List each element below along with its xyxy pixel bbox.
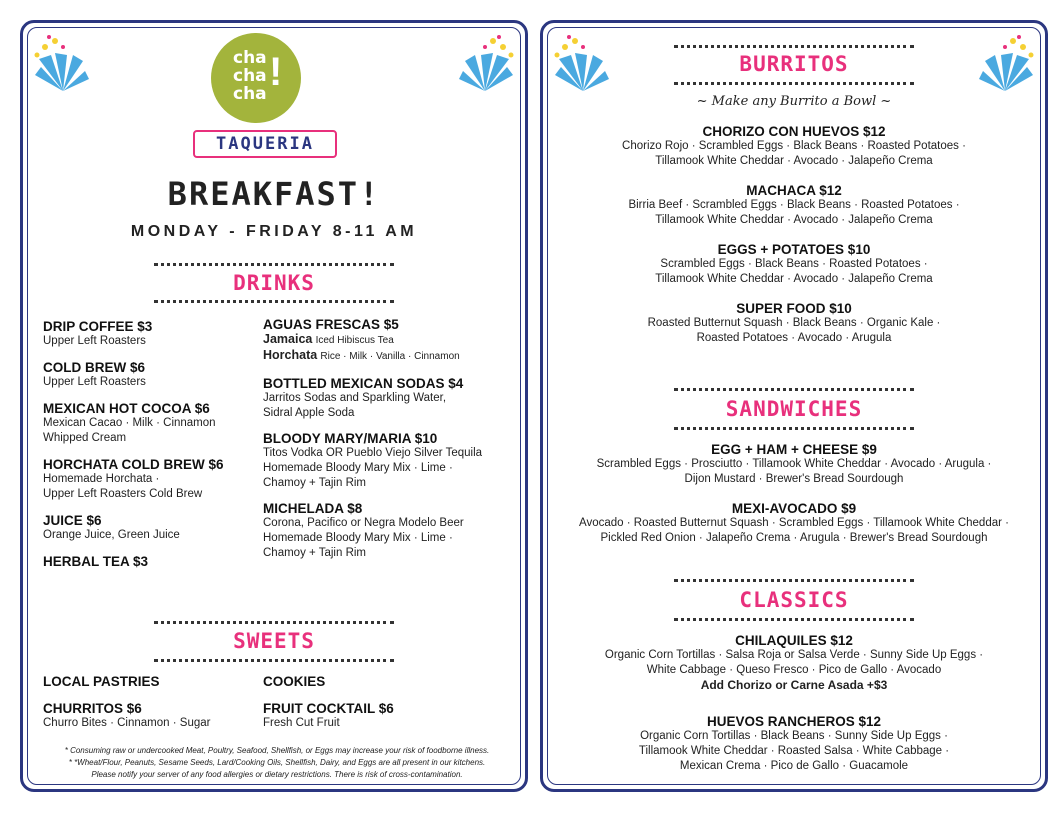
menu-item-desc: Roasted Butternut Squash · Black Beans · Organic Kale · [647,317,941,329]
divider [154,621,394,624]
menu-item [43,554,263,569]
sunburst-corner-icon [451,33,515,97]
sweets-column-1 [43,674,263,731]
menu-item-title: SUPER FOOD $10 [736,301,852,316]
allergy-note: * Consuming raw or undercooked Meat, Poultry, Seafood, Shellfish, or Eggs may increase your risk of foodborne illness. [64,746,490,755]
menu-item [543,183,1045,228]
menu-item-desc: Homemade Horchata · [43,473,160,485]
menu-item [543,301,1045,346]
menu-item [43,513,263,543]
logo-mark: ! [269,50,283,94]
allergy-note: * *Wheat/Flour, Peanuts, Sesame Seeds, Lard/Cooking Oils, Shellfish, Dairy, and Eggs are all present in our kitchens. [68,758,486,767]
divider [674,579,914,582]
menu-item-desc: Chorizo Rojo · Scrambled Eggs · Black Beans · Roasted Potatoes · [622,140,966,152]
menu-item-title: FRUIT COCKTAIL $6 [263,701,394,716]
menu-item-desc: Birria Beef · Scrambled Eggs · Black Beans · Roasted Potatoes · [628,199,960,211]
sandwiches-list [543,442,1045,546]
left-menu-page [20,20,528,792]
sandwiches-heading: SANDWICHES [725,397,863,421]
menu-item [263,701,513,731]
logo [211,33,301,123]
burritos-list [543,124,1045,346]
menu-item-desc: Chamoy + Tajin Rim [263,547,367,559]
menu-item-desc: Tillamook White Cheddar · Avocado · Jalapeño Crema [655,214,933,226]
menu-item-title: JUICE $6 [43,513,102,528]
menu-item-desc: Sidral Apple Soda [263,407,355,419]
menu-item-title: HERBAL TEA $3 [43,554,149,569]
menu-item [263,376,523,421]
menu-item-desc [263,332,523,348]
menu-item [543,714,1045,774]
page-title: BREAKFAST! [167,175,381,213]
menu-item-title: BOTTLED MEXICAN SODAS $4 [263,376,464,391]
menu-item-title: HUEVOS RANCHEROS $12 [706,714,882,729]
sweets-heading: SWEETS [233,629,315,653]
menu-item-title: AGUAS FRESCAS $5 [263,317,399,332]
menu-item-title: CHILAQUILES $12 [735,633,853,648]
menu-item [43,401,263,446]
menu-item-desc: Scrambled Eggs · Prosciutto · Tillamook White Cheddar · Avocado · Arugula · [596,458,992,470]
divider [674,427,914,430]
menu-item-desc: Roasted Potatoes · Avocado · Arugula [696,332,892,344]
menu-item-desc: Tillamook White Cheddar · Avocado · Jalapeño Crema [655,273,933,285]
menu-item [43,701,263,731]
menu-item [43,319,263,349]
classics-heading: CLASSICS [739,588,849,612]
logo-text: cha [233,66,267,86]
menu-item-desc: Orange Juice, Green Juice [43,529,180,541]
menu-item-desc: Chamoy + Tajin Rim [263,477,367,489]
menu-item-title: MEXICAN HOT COCOA $6 [43,401,210,416]
menu-item [43,360,263,390]
sunburst-corner-icon [553,33,617,97]
menu-item [543,442,1045,487]
menu-item-desc: Upper Left Roasters Cold Brew [43,488,203,500]
menu-item [543,633,1045,693]
sunburst-corner-icon [33,33,97,97]
allergy-notes [31,745,523,781]
menu-item [543,124,1045,169]
menu-item-desc: Upper Left Roasters [43,376,146,388]
divider [674,45,914,48]
menu-item [263,431,523,491]
menu-item-desc: Corona, Pacifico or Negra Modelo Beer [263,517,464,529]
menu-item-title: MACHACA $12 [746,183,842,198]
drinks-column-2 [263,317,523,561]
drink-desc: Rice · Milk · Vanilla · Cinnamon [320,351,460,362]
divider [674,618,914,621]
menu-item-desc: Organic Corn Tortillas · Black Beans · Sunny Side Up Eggs · [640,730,948,742]
menu-item-desc: Tillamook White Cheddar · Roasted Salsa · White Cabbage · [638,745,950,757]
menu-item-title: BLOODY MARY/MARIA $10 [263,431,438,446]
menu-item-desc [263,348,523,364]
menu-item [543,242,1045,287]
divider [154,300,394,303]
menu-item [43,674,263,689]
hours: MONDAY - FRIDAY 8-11 AM [130,223,418,240]
menu-item-title: CHURRITOS $6 [43,701,142,716]
menu-item [543,501,1045,546]
drink-desc: Iced Hibiscus Tea [315,335,394,346]
menu-item-title: DRIP COFFEE $3 [43,319,153,334]
menu-item-desc: Upper Left Roasters [43,335,146,347]
menu-item-title: CHORIZO CON HUEVOS $12 [702,124,886,139]
menu-item-desc: Mexican Crema · Pico de Gallo · Guacamole [679,760,909,772]
sunburst-corner-icon [971,33,1035,97]
menu-item-addon: Add Chorizo or Carne Asada +$3 [700,678,888,692]
menu-item-desc: White Cabbage · Queso Fresco · Pico de Gallo · Avocado [646,664,942,676]
menu-item-desc: Avocado · Roasted Butternut Squash · Scrambled Eggs · Tillamook White Cheddar · [579,517,1009,529]
menu-item-desc: Fresh Cut Fruit [263,717,340,729]
divider [154,263,394,266]
menu-item-desc: Jarritos Sodas and Sparkling Water, [263,392,447,404]
logo-text: cha [233,48,267,68]
menu-item-desc: Pickled Red Onion · Jalapeño Crema · Arugula · Brewer's Bread Sourdough [600,532,988,544]
menu-item-title: LOCAL PASTRIES [43,674,160,689]
menu-item-title: HORCHATA COLD BREW $6 [43,457,224,472]
menu-item-desc: Homemade Bloody Mary Mix · Lime · [263,532,453,544]
logo-sign: TAQUERIA [193,130,337,158]
drinks-column-1 [43,319,263,569]
right-menu-page [540,20,1048,792]
divider [154,659,394,662]
menu-item-desc: Dijon Mustard · Brewer's Bread Sourdough [684,473,904,485]
burritos-heading: BURRITOS [739,52,849,76]
menu-item-desc: Scrambled Eggs · Black Beans · Roasted Potatoes · [660,258,928,270]
menu-item-title: COOKIES [263,674,326,689]
allergy-note: Please notify your server of any food allergies or dietary restrictions. There is risk of cross-contamination. [91,770,463,779]
menu-item-desc: Churro Bites · Cinnamon · Sugar [43,717,211,729]
drinks-heading: DRINKS [233,271,315,295]
menu-item-desc: Titos Vodka OR Pueblo Viejo Silver Tequila [263,447,483,459]
menu-item-title: MICHELADA $8 [263,501,363,516]
menu-item-desc: Homemade Bloody Mary Mix · Lime · [263,462,453,474]
menu-item-title: MEXI-AVOCADO $9 [731,501,857,516]
menu-item-desc: Mexican Cacao · Milk · Cinnamon [43,417,216,429]
menu-item-desc: Whipped Cream [43,432,127,444]
drink-name: Horchata [263,348,318,362]
divider [674,388,914,391]
menu-item-title: EGGS + POTATOES $10 [717,242,871,257]
sweets-column-2 [263,674,513,731]
drink-name: Jamaica [263,332,313,346]
menu-item [263,674,513,689]
menu-item-desc: Tillamook White Cheddar · Avocado · Jalapeño Crema [655,155,933,167]
menu-item [43,457,263,502]
menu-item [263,501,523,561]
menu-item-title: EGG + HAM + CHEESE $9 [711,442,877,457]
menu-item-title: COLD BREW $6 [43,360,146,375]
logo-text: cha [233,84,267,104]
bowl-note: ~ Make any Burrito a Bowl ~ [696,94,892,109]
menu-item-desc: Organic Corn Tortillas · Salsa Roja or Salsa Verde · Sunny Side Up Eggs · [604,649,984,661]
divider [674,82,914,85]
